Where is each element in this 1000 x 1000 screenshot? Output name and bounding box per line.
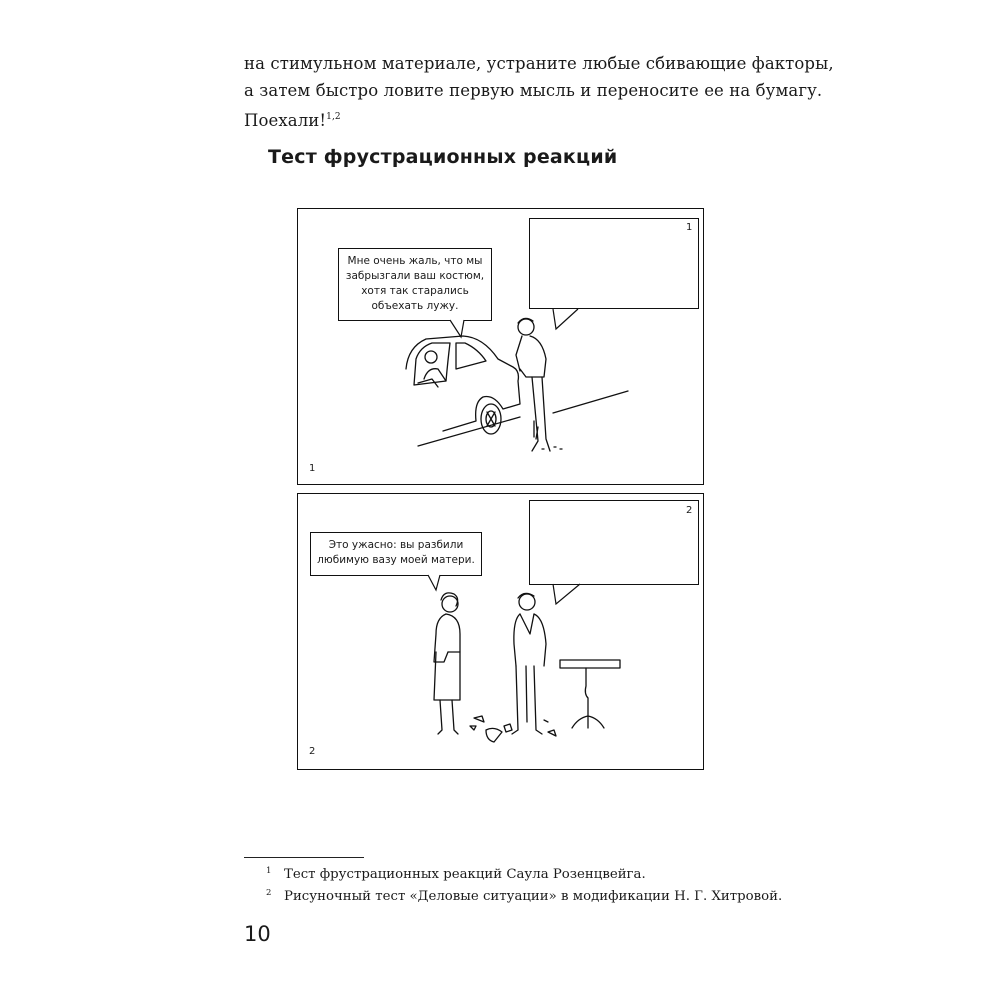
intro-paragraph: [244, 50, 834, 134]
footnote-text: Тест фрустрационных реакций Саула Розенцвейга.: [284, 867, 646, 882]
speech-line: Мне очень жаль, что мы: [347, 255, 483, 267]
footnotes: [266, 864, 782, 908]
footnote: [266, 886, 782, 908]
answer-number: 1: [686, 222, 693, 233]
speech-line: любимую вазу моей матери.: [317, 554, 475, 566]
speech-line: хотя так старались: [361, 285, 469, 297]
panel-number: 1: [309, 463, 316, 474]
intro-line: на стимульном материале, устраните любые сбивающие факторы,: [244, 54, 834, 73]
section-heading: Тест фрустрационных реакций: [268, 146, 618, 168]
answer-bubble-1[interactable]: [529, 218, 699, 309]
footnote-text: Рисуночный тест «Деловые ситуации» в модификации Н. Г. Хитровой.: [284, 889, 783, 904]
speech-line: Это ужасно: вы разбили: [328, 539, 464, 551]
footnote-divider: [244, 857, 364, 858]
intro-line: [244, 104, 764, 134]
answer-number: 2: [686, 505, 693, 516]
comic-panel-2: [297, 493, 704, 770]
footnote-ref: 1,2: [326, 112, 341, 122]
footnote-mark: 1: [266, 866, 272, 876]
intro-line: а затем быстро ловите первую мысль и переносите ее на бумагу.: [244, 81, 823, 100]
comic-panel-1: [297, 208, 704, 485]
footnote-mark: 2: [266, 888, 272, 898]
speech-line: объехать лужу.: [371, 300, 459, 312]
footnote: [266, 864, 782, 886]
speech-line: забрызгали ваш костюм,: [345, 270, 485, 282]
answer-bubble-2[interactable]: [529, 500, 699, 585]
page-number: 10: [244, 922, 271, 946]
intro-last-line: Поехали!: [244, 111, 327, 130]
panel-number: 2: [309, 746, 316, 757]
